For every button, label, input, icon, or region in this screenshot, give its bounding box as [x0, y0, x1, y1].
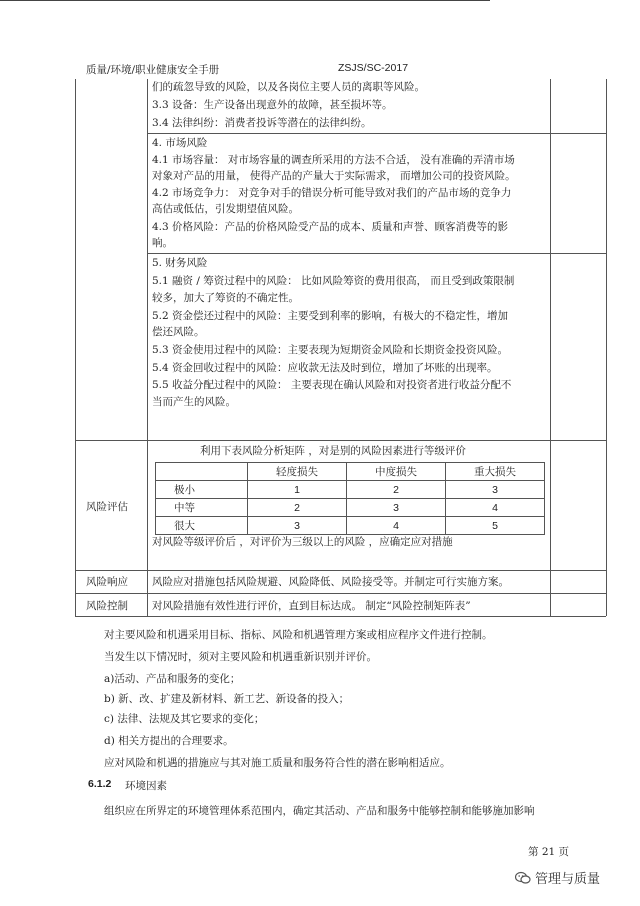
- matrix-intro: 利用下表风险分析矩阵 ，对是别的风险因素进行等级评价: [200, 445, 466, 457]
- cell-line: 3.4 法律纠纷：消费者投诉等潜在的法律纠纷。: [152, 117, 372, 129]
- cell-line: 5.2 资金偿还过程中的风险：主要受到利率的影响，有极大的不稳定性，增加: [152, 310, 509, 322]
- matrix-cell: 3: [347, 499, 446, 517]
- row-divider: [75, 570, 606, 571]
- wechat-icon: [515, 871, 531, 885]
- page-number: 第 21 页: [528, 846, 570, 858]
- list-item: a)活动、产品和服务的变化；: [104, 673, 241, 685]
- matrix-row-label: 中等: [156, 499, 248, 517]
- cell-line: 4.3 价格风险：产品的价格风险受产品的成本、质量和声誉、顾客消费等的影: [152, 221, 509, 233]
- matrix-cell: 2: [347, 481, 446, 499]
- watermark-text: 管理与质量: [535, 872, 601, 887]
- paragraph: 组织应在所界定的环境管理体系范围内，确定其活动、产品和服务中能够控制和能够施加影响: [104, 805, 535, 817]
- table-border-left: [75, 79, 76, 616]
- list-item: c) 法律、法规及其它要求的变化；: [104, 713, 265, 725]
- matrix-note: 对风险等级评价后 ，对评价为三级以上的风险 ，应确定应对措施: [152, 536, 453, 548]
- matrix-row-label: 极小: [156, 481, 248, 499]
- matrix-cell: 2: [248, 499, 347, 517]
- matrix-row: [156, 481, 545, 499]
- matrix-header-row: [156, 463, 545, 481]
- cell-line: 5.5 收益分配过程中的风险： 主要表现在确认风险和对投资者进行收益分配不: [152, 379, 512, 391]
- paragraph: 当发生以下情况时，须对主要风险和机遇重新识别并评价。: [104, 651, 377, 663]
- control-text: 对风险措施有效性进行评价，直到目标达成。 制定“风险控制矩阵表”: [152, 600, 471, 612]
- row-divider: [75, 593, 606, 594]
- cell-line: 4.1 市场容量： 对市场容量的调查所采用的方法不合适， 没有准确的弄清市场: [152, 154, 515, 166]
- section-title: 环境因素: [125, 780, 167, 792]
- risk-matrix: [155, 462, 545, 530]
- response-text: 风险应对措施包括风险规避、风险降低、风险接受等。并制定可行实施方案。: [152, 576, 509, 588]
- matrix-cell: 5: [446, 517, 545, 535]
- row-divider: [147, 253, 606, 254]
- cell-line: 偿还风险。: [152, 326, 205, 338]
- matrix-cell: 3: [248, 517, 347, 535]
- header-rule: [0, 0, 490, 1]
- cell-line: 5.1 融资 / 筹资过程中的风险： 比如风险筹资的费用很高， 而且受到政策限制: [152, 275, 515, 287]
- row-label-response: 风险响应: [86, 576, 128, 588]
- watermark: [515, 868, 600, 887]
- document-code: ZSJS/SC-2017: [338, 62, 409, 74]
- table-border-right: [606, 79, 607, 616]
- row-divider: [75, 440, 606, 441]
- matrix-cell: 4: [347, 517, 446, 535]
- matrix-row-label: 很大: [156, 517, 248, 535]
- cell-line: 响。: [152, 237, 173, 249]
- section-heading: 4. 市场风险: [152, 137, 208, 149]
- paragraph: 对主要风险和机遇采用目标、指标、风险和机遇管理方案或相应程序文件进行控制。: [104, 629, 493, 641]
- cell-line: 高估或低估，引发期望值风险。: [152, 203, 299, 215]
- paragraph: 应对风险和机遇的措施应与其对施工质量和服务符合性的潜在影响相适应。: [104, 757, 451, 769]
- matrix-corner-cell: [156, 463, 248, 481]
- matrix-row: [156, 517, 545, 535]
- cell-line: 们的疏忽导致的风险，以及各岗位主要人员的离职等风险。: [152, 81, 425, 93]
- matrix-cell: 1: [248, 481, 347, 499]
- cell-line: 当而产生的风险。: [152, 396, 236, 408]
- table-col-divider-1: [147, 79, 148, 616]
- matrix-cell: 4: [446, 499, 545, 517]
- cell-line: 5.4 资金回收过程中的风险：应收款无法及时到位，增加了坏账的出现率。: [152, 362, 498, 374]
- section-number: 6.1.2: [88, 778, 112, 790]
- matrix-cell: 3: [446, 481, 545, 499]
- matrix-col-header: 轻度损失: [248, 463, 347, 481]
- matrix-row: [156, 499, 545, 517]
- table-col-divider-2: [550, 79, 551, 616]
- cell-line: 较多，加大了筹资的不确定性。: [152, 292, 299, 304]
- row-label-evaluation: 风险评估: [86, 501, 128, 513]
- cell-line: 5.3 资金使用过程中的风险：主要表现为短期资金风险和长期资金投资风险。: [152, 344, 509, 356]
- section-heading: 5. 财务风险: [152, 257, 208, 269]
- manual-title: 质量/环境/职业健康安全手册: [86, 64, 220, 76]
- cell-line: 4.2 市场竞争力： 对竞争对手的错误分析可能导致对我们的产品市场的竞争力: [152, 187, 512, 199]
- row-divider: [147, 133, 606, 134]
- table-border-bottom: [75, 616, 606, 617]
- list-item: d) 相关方提出的合理要求。: [104, 735, 234, 747]
- cell-line: 对象对产品的用量， 使得产品的产量大于实际需求， 而增加公司的投资风险。: [152, 170, 516, 182]
- matrix-col-header: 中度损失: [347, 463, 446, 481]
- cell-line: 3.3 设备：生产设备出现意外的故障，甚至损坏等。: [152, 99, 393, 111]
- matrix-col-header: 重大损失: [446, 463, 545, 481]
- list-item: b) 新、改、扩建及新材料、新工艺、新设备的投入；: [104, 693, 350, 705]
- row-label-control: 风险控制: [86, 600, 128, 612]
